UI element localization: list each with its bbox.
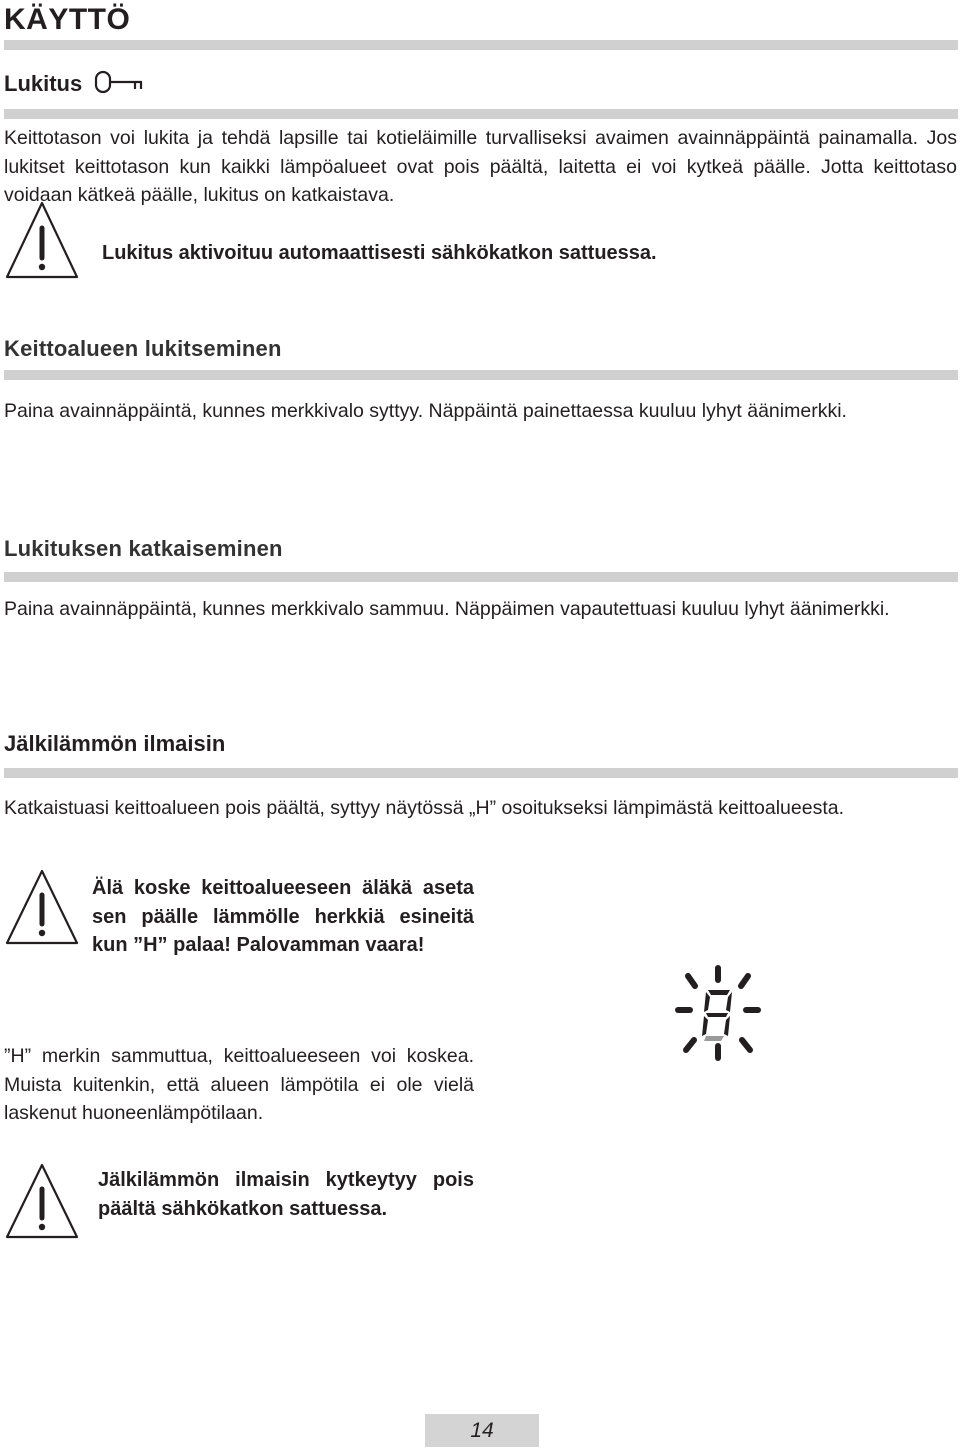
- jalkilampo-warning: Älä koske keittoalueeseen äläkä aseta sen päälle lämmölle herkkiä esineitä kun ”H” palaa! Palovamman vaara!: [92, 877, 474, 956]
- section-heading-jalkilampo: Jälkilämmön ilmaisin: [4, 731, 226, 756]
- warning-triangle-icon: [4, 868, 80, 946]
- lukitus-heading-text: Lukitus: [4, 70, 83, 96]
- katkaiseminen-paragraph: Paina avainnäppäintä, kunnes merkkivalo sammuu. Näppäimen vapautettuasi kuuluu lyhyt äänimerkki.: [4, 598, 890, 620]
- section-heading-lukitus: [4, 70, 146, 100]
- lukitus-divider: [4, 109, 958, 119]
- key-icon: [94, 70, 146, 100]
- katkaiseminen-divider: [4, 572, 958, 582]
- jalkilampo-divider: [4, 768, 958, 778]
- residual-heat-display-icon: [668, 962, 768, 1066]
- lukitus-warning: Lukitus aktivoituu automaattisesti sähkökatkon sattuessa.: [102, 242, 657, 264]
- lukitus-paragraph: Keittotason voi lukita ja tehdä lapsille tai kotieläimille turvalliseksi avaimen avainnäppäintä painamalla. Jos lukitset keittotason kun kaikki lämpöalueet ovat pois päältä, laitetta ei voi kytkeä päälle. Jotta keittotaso voidaan kätkeä päälle, lukitus on katkaistava.: [4, 127, 957, 206]
- jalkilampo-warning-2: Jälkilämmön ilmaisin kytkeytyy pois päältä sähkökatkon sattuessa.: [98, 1169, 474, 1220]
- jalkilampo-paragraph: Katkaistuasi keittoalueen pois päältä, syttyy näytössä „H” osoitukseksi lämpimästä keittoalueesta.: [4, 797, 844, 819]
- jalkilampo-paragraph-2: ”H” merkin sammuttua, keittoalueeseen voi koskea. Muista kuitenkin, että alueen lämpötila ei ole vielä laskenut huoneenlämpötilaan.: [4, 1045, 474, 1124]
- page-number: 14: [425, 1414, 539, 1447]
- warning-triangle-icon: [4, 1162, 80, 1240]
- section-heading-lukitseminen: Keittoalueen lukitseminen: [4, 336, 282, 361]
- lukitseminen-divider: [4, 370, 958, 380]
- page-title: KÄYTTÖ: [4, 3, 131, 36]
- lukitseminen-paragraph: Paina avainnäppäintä, kunnes merkkivalo syttyy. Näppäintä painettaessa kuuluu lyhyt äänimerkki.: [4, 400, 847, 422]
- title-divider: [4, 40, 958, 50]
- warning-triangle-icon: [4, 200, 80, 280]
- section-heading-katkaiseminen: Lukituksen katkaiseminen: [4, 536, 283, 561]
